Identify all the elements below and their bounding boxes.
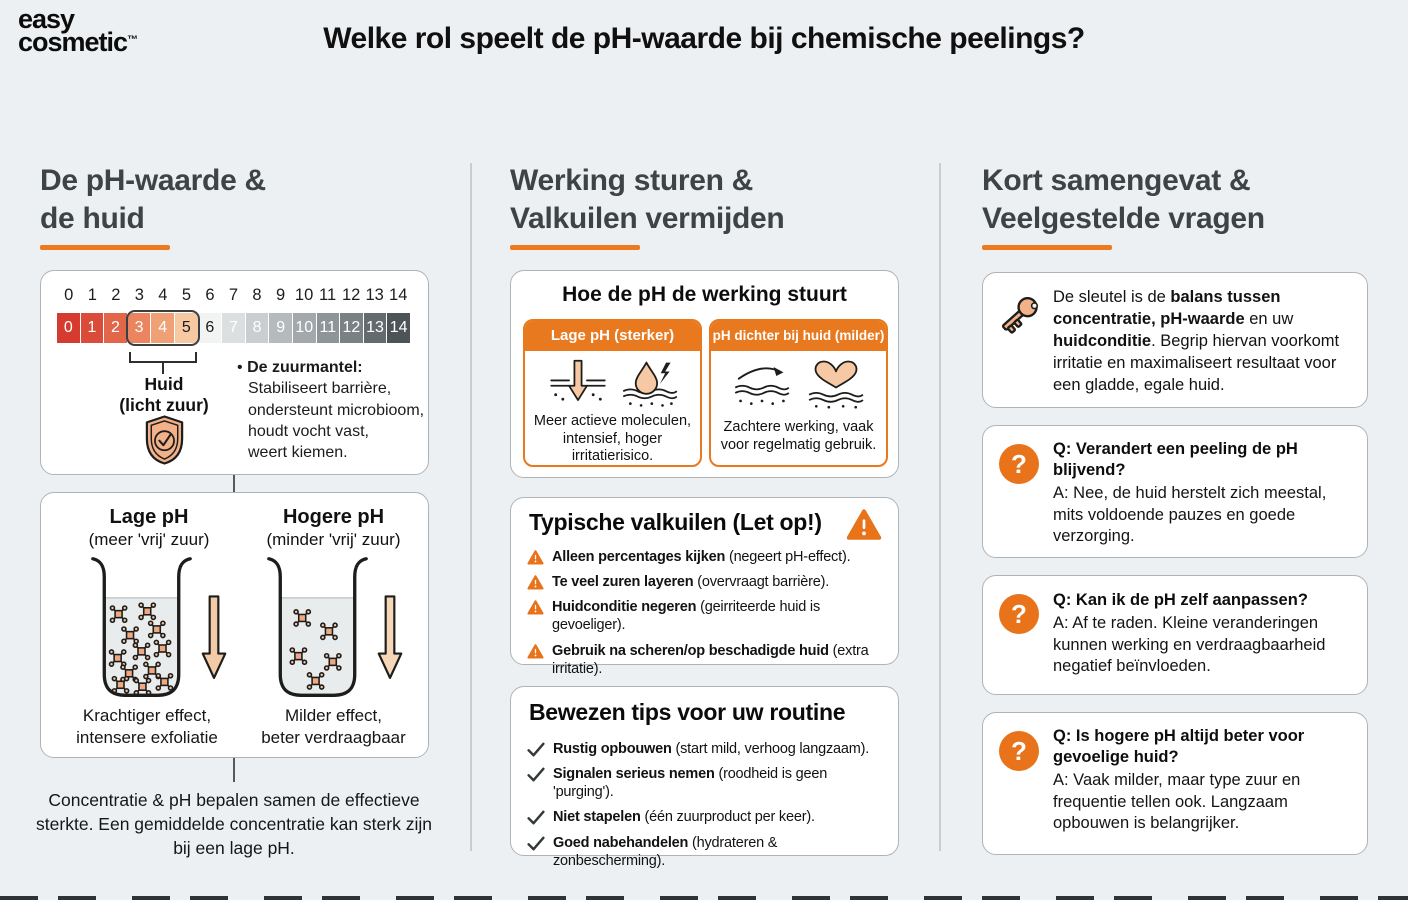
column-divider-1: [470, 163, 472, 851]
right-section-heading: Kort samengevat & Veelgestelde vragen: [982, 164, 1265, 235]
pitfalls-list: [527, 548, 889, 685]
ph-bracket-stub: [162, 363, 164, 374]
ph-color-scale: 0 1 2 3 4 5 6 7 8 9 10 11 12 13 14: [57, 313, 410, 343]
pitfall-item: Gebruik na scheren/op beschadigde huid (extra irritatie).: [527, 642, 889, 678]
heart-skin-icon: [807, 357, 865, 409]
down-arrow-strong-icon: [201, 591, 227, 685]
bullet-icon: •: [237, 359, 243, 376]
warning-icon: [527, 644, 544, 659]
check-icon: [527, 742, 545, 757]
right-heading-underline: [982, 245, 1112, 250]
middle-section-heading: Werking sturen & Valkuilen vermijden: [510, 164, 785, 235]
faq-answer: A: Nee, de huid herstelt zich meestal, mits voldoende pauzes en goede verzorging.: [1053, 484, 1327, 546]
key-icon: [995, 289, 1045, 339]
gentle-curve-arrow-icon: [733, 359, 791, 409]
low-ph-stronger-header: Lage pH (sterker): [525, 321, 700, 351]
pitfall-item: Te veel zuren layeren (overvraagt barrière).: [527, 573, 889, 591]
shield-check-icon: [141, 413, 188, 467]
tip-item: Niet stapelen (één zuurproduct per keer).: [527, 808, 889, 826]
tips-title: Bewezen tips voor uw routine: [529, 699, 846, 725]
check-icon: [527, 810, 545, 825]
ph-scale-card: [40, 270, 429, 475]
pitfall-item: Huidconditie negeren (geirriteerde huid is gevoeliger).: [527, 598, 889, 634]
warning-triangle-icon: [846, 509, 882, 541]
high-ph-title: Hogere pH: [282, 506, 385, 528]
faq-answer: A: Af te raden. Kleine veranderingen kunnen werking en verdraagbaarheid negatief beïnvloeden.: [1053, 614, 1326, 675]
page-title: Welke rol speelt de pH-waarde bij chemische peelings?: [323, 22, 1085, 55]
faq-1-text: [1053, 439, 1351, 548]
acid-mantle-text: • De zuurmantel: Stabiliseert barrière, ondersteunt microbioom, houdt vocht vast, weert kiemen.: [237, 359, 425, 462]
column-divider-2: [939, 163, 941, 851]
left-footnote: Concentratie & pH bepalen samen de effectieve sterkte. Een gemiddelde concentratie kan sterk zijn bij een lage pH.: [36, 790, 432, 859]
ph-bracket: [129, 352, 197, 363]
tip-item: Goed nabehandelen (hydrateren & zonbescherming).: [527, 834, 889, 870]
faq-2-text: [1053, 590, 1351, 677]
how-card-title: Hoe de pH de werking stuurt: [562, 283, 847, 306]
ph-highlight-range-3-5: [126, 310, 200, 346]
penetration-arrow-icon: [549, 359, 607, 409]
high-ph-subtitle: (minder 'vrij' zuur): [266, 530, 401, 549]
question-icon: ?: [999, 731, 1039, 771]
pitfall-item: Alleen percentages kijken (negeert pH-effect).: [527, 548, 889, 566]
faq-card-1: [982, 425, 1368, 558]
tips-card: [510, 686, 899, 869]
brand-line1: easy: [18, 4, 75, 34]
brand-line2: cosmetic™: [18, 27, 139, 58]
summary-card: [982, 272, 1368, 408]
low-ph-title: Lage pH: [109, 506, 189, 528]
trademark-symbol: ™: [127, 34, 139, 47]
warning-icon: [527, 600, 544, 615]
connector-line-2: [233, 758, 235, 782]
warning-icon: [527, 550, 544, 565]
check-icon: [527, 767, 545, 782]
faq-question: Q: Verandert een peeling de pH blijvend?: [1053, 440, 1298, 480]
ph-closer-milder-subcard: [709, 319, 888, 467]
beaker-high-ph-icon: [265, 555, 370, 700]
ph-closer-milder-header: pH dichter bij huid (milder): [711, 321, 886, 351]
low-ph-stronger-subcard: [523, 319, 702, 467]
faq-card-3: [982, 712, 1368, 855]
pitfalls-card: [510, 497, 899, 677]
pitfalls-title: Typische valkuilen (Let op!): [529, 509, 822, 535]
warning-icon: [527, 575, 544, 590]
cutoff-content-strip: [0, 896, 1408, 900]
ph-closer-milder-text: Zachtere werking, vaak voor regelmatig gebruik.: [720, 419, 877, 453]
faq-answer: A: Vaak milder, maar type zuur en frequentie tellen ook. Langzaam opbouwen is belangrijker.: [1053, 771, 1301, 833]
down-arrow-mild-icon: [377, 591, 403, 685]
summary-text: De sleutel is de balans tussen concentratie, pH-waarde en uw huidconditie. Begrip hiervan voorkomt irritatie en maximaliseert resultaat voor een gladde, egale huid.: [1053, 288, 1340, 394]
low-ph-stronger-text: Meer actieve moleculen, intensief, hoger irritatierisico.: [533, 413, 692, 465]
tips-list: [527, 740, 889, 877]
question-icon: ?: [999, 594, 1039, 634]
faq-question: Q: Kan ik de pH zelf aanpassen?: [1053, 591, 1308, 609]
droplet-energy-icon: [621, 359, 679, 409]
beaker-low-ph-icon: [89, 555, 194, 700]
skin-ph-label: Huid (licht zuur): [119, 374, 209, 415]
tip-item: Signalen serieus nemen (roodheid is geen 'purging').: [527, 765, 889, 801]
left-heading-underline: [40, 245, 170, 250]
faq-card-2: [982, 575, 1368, 695]
question-icon: ?: [999, 444, 1039, 484]
left-section-heading: De pH-waarde & de huid: [40, 164, 266, 235]
high-ph-caption: Milder effect, beter verdraagbaar: [261, 706, 406, 747]
low-ph-subtitle: (meer 'vrij' zuur): [88, 530, 210, 549]
check-icon: [527, 836, 545, 851]
tip-item: Rustig opbouwen (start mild, verhoog langzaam).: [527, 740, 889, 758]
beaker-comparison-card: [40, 492, 429, 758]
low-ph-caption: Krachtiger effect, intensere exfoliatie: [76, 706, 218, 747]
middle-heading-underline: [510, 245, 640, 250]
faq-question: Q: Is hogere pH altijd beter voor gevoelige huid?: [1053, 727, 1305, 767]
faq-3-text: [1053, 726, 1351, 835]
connector-line-1: [233, 475, 235, 492]
ph-tick-row: 0 1 2 3 4 5 6 7 8 9 10 11 12 13 14: [64, 286, 408, 304]
how-ph-works-card: [510, 270, 899, 478]
